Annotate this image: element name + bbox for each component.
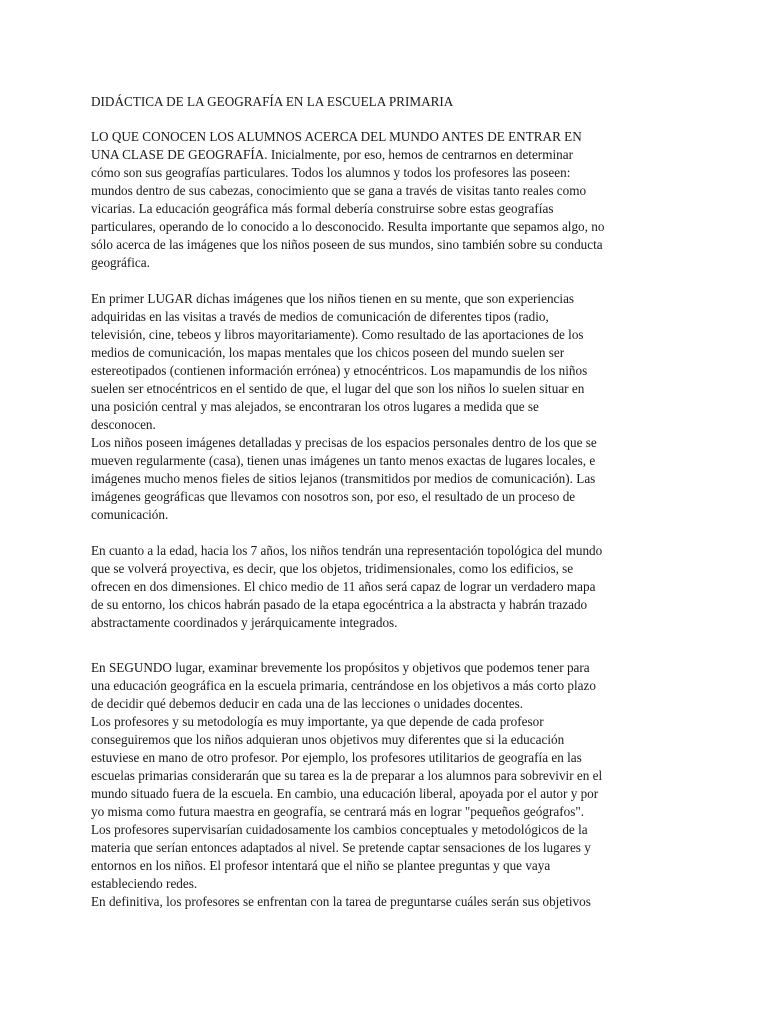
document-title: DIDÁCTICA DE LA GEOGRAFÍA EN LA ESCUELA PRIMARIA — [91, 94, 454, 109]
paragraph-spacer — [91, 272, 691, 290]
paragraph-first-place: En primer LUGAR dichas imágenes que los niños tienen en su mente, que son experiencias adquiridas en las visitas a través de medios de comunicación de diferentes tipos (radio, televisión, cine, tebeos y libros mayoritariamente). Como resultado de las aportaciones de los medios de comunicación, los mapas mentales que los chicos poseen del mundo suelen ser estereotipados (contienen información errónea) y etnocéntricos. Los mapamundis de los niños suelen ser etnocéntricos en el sentido de que, el lugar del que son los niños lo suelen situar en una posición central y mas alejados, se encontraran los otros lugares a medida que se desconocen. Los niños poseen imágenes detalladas y precisas de los espacios personales dentro de los que se mueven regularmente (casa), tienen unas imágenes un tanto menos exactas de lugares locales, e imágenes mucho menos fieles de sitios lejanos (transmitidos por medios de comunicación). Las imágenes geográficas que llevamos con nosotros son, por eso, el resultado de un proceso de comunicación. — [91, 291, 597, 522]
paragraph-spacer — [91, 524, 691, 542]
document-page — [91, 93, 691, 911]
paragraph-prior-knowledge: LO QUE CONOCEN LOS ALUMNOS ACERCA DEL MUNDO ANTES DE ENTRAR EN UNA CLASE DE GEOGRAFÍA. Inicialmente, por eso, hemos de centrarnos en determinar cómo son sus geografías particulares. Todos los alumnos y todos los profesores las poseen: mundos dentro de sus cabezas, conocimiento que se gana a través de visitas tanto reales como vicarias. La educación geográfica más formal debería construirse sobre estas geografías particulares, operando de lo conocido a lo desconocido. Resulta importante que sepamos algo, no sólo acerca de las imágenes que los niños poseen de sus mundos, sino también sobre su conducta geográfica. — [91, 129, 605, 270]
paragraph-spacer — [91, 632, 691, 659]
paragraph-second-place: En SEGUNDO lugar, examinar brevemente los propósitos y objetivos que podemos tener para una educación geográfica en la escuela primaria, centrándose en los objetivos a más corto plazo de decidir qué debemos deducir en cada una de las lecciones o unidades docentes. Los profesores y su metodología es muy importante, ya que depende de cada profesor conseguiremos que los niños adquieran unos objetivos muy diferentes que si la educación estuviese en mano de otro profesor. Por ejemplo, los profesores utilitarios de geografía en las escuelas primarias considerarán que su tarea es la de preparar a los alumnos para sobrevivir en el mundo situado fuera de la escuela. En cambio, una educación liberal, apoyada por el autor y por yo misma como futura maestra en geografía, se centrará más en lograr "pequeños geógrafos". Los profesores supervisarían cuidadosamente los cambios conceptuales y metodológicos de la materia que serían entonces adaptados al nivel. Se pretende captar sensaciones de los lugares y entornos en los niños. El profesor intentará que el niño se plantee preguntas y que vaya estableciendo redes. En definitiva, los profesores se enfrentan con la tarea de preguntarse cuáles serán sus objetivos — [91, 660, 603, 909]
paragraph-age: En cuanto a la edad, hacia los 7 años, los niños tendrán una representación topológica del mundo que se volverá proyectiva, es decir, que los objetos, tridimensionales, como los edificios, se ofrecen en dos dimensiones. El chico medio de 11 años será capaz de lograr un verdadero mapa de su entorno, los chicos habrán pasado de la etapa egocéntrica a la abstracta y habrán trazado abstractamente coordinados y jerárquicamente integrados. — [91, 543, 603, 630]
